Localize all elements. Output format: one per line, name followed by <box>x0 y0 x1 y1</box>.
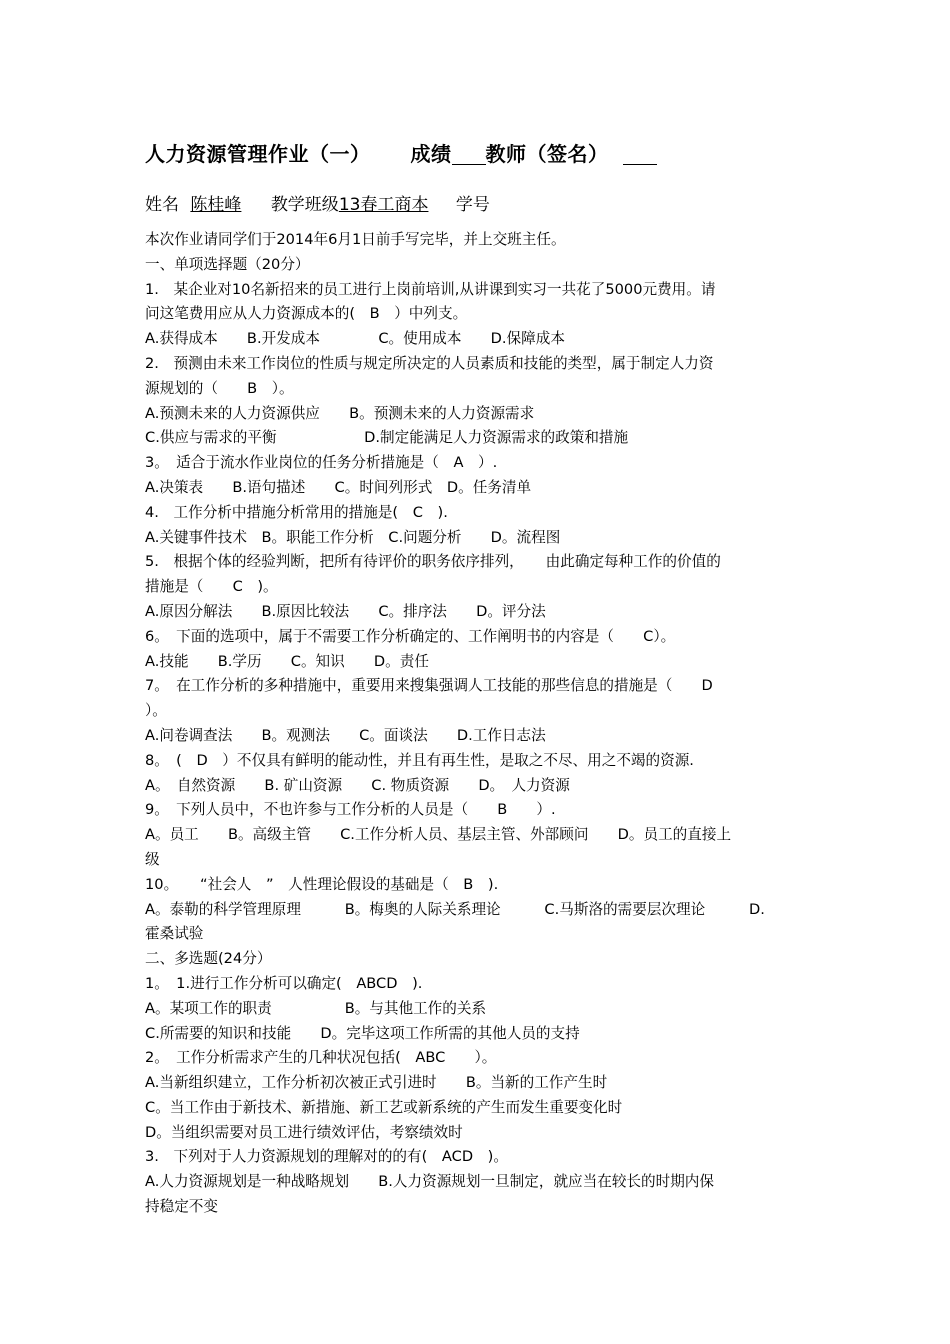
options-line: A.关键事件技术 B。职能工作分析 C.问题分析 D。流程图 <box>145 528 561 546</box>
options-line: 级 <box>145 850 160 868</box>
question-line: 3. 下列对于人力资源规划的理解对的的有( ACD )。 <box>145 1148 508 1166</box>
name-label: 姓名 <box>145 195 179 215</box>
student-id-label: 学号 <box>455 195 490 215</box>
section-heading: 二、多选题(24分） <box>145 950 272 968</box>
options-line: A.原因分解法 B.原因比较法 C。排序法 D。评分法 <box>145 602 546 620</box>
question-line: 8。 ( D ）不仅具有鲜明的能动性，并且有再生性，是取之不尽、用之不竭的资源. <box>145 751 694 769</box>
class-value: 13春工商本 <box>338 195 429 215</box>
question-line: ）。 <box>145 702 167 720</box>
score-label: 成绩 <box>410 142 452 166</box>
options-line: A.技能 B.学历 C。知识 D。责任 <box>145 652 429 670</box>
question-line: 1. 某企业对10名新招来的员工进行上岗前培训,从讲课到实习一共花了5000元费用。请 <box>145 280 716 298</box>
options-line: C.供应与需求的平衡 D.制定能满足人力资源需求的政策和措施 <box>145 429 629 447</box>
question-line: 5. 根据个体的经验判断，把所有待评价的职务依序排列， 由此确定每种工作的价值的 <box>145 553 721 571</box>
student-info-line <box>145 190 490 215</box>
options-line: 霍桑试验 <box>145 925 204 943</box>
score-blank <box>452 146 486 165</box>
options-line: A。 自然资源 B. 矿山资源 C. 物质资源 D。 人力资源 <box>145 776 570 794</box>
document-title: 人力资源管理作业（一） <box>145 142 371 166</box>
document-title-line <box>145 138 657 167</box>
options-line: A.决策表 B.语句描述 C。时间列形式 D。任务清单 <box>145 478 532 496</box>
options-line: A.人力资源规划是一种战略规划 B.人力资源规划一旦制定，就应当在较长的时期内保 <box>145 1173 714 1191</box>
options-line: A.问卷调查法 B。观测法 C。面谈法 D.工作日志法 <box>145 726 546 744</box>
teacher-signature-blank <box>623 146 657 165</box>
options-line: A。员工 B。高级主管 C.工作分析人员、基层主管、外部顾问 D。员工的直接上 <box>145 826 732 844</box>
options-line: A.当新组织建立，工作分析初次被正式引进时 B。当新的工作产生时 <box>145 1074 608 1092</box>
options-line: 持稳定不变 <box>145 1198 218 1216</box>
question-line: 7。 在工作分析的多种措施中，重要用来搜集强调人工技能的那些信息的措施是（ D <box>145 677 713 695</box>
question-line: 10。 “社会人 ” 人性理论假设的基础是（ B ). <box>145 875 499 893</box>
options-line: A.预测未来的人力资源供应 B。预测未来的人力资源需求 <box>145 404 535 422</box>
options-line: A。泰勒的科学管理原理 B。梅奥的人际关系理论 C.马斯洛的需要层次理论 D. <box>145 900 765 918</box>
assignment-body <box>145 228 810 1220</box>
question-line: 9。 下列人员中，不也许参与工作分析的人员是（ B ）. <box>145 801 556 819</box>
question-line: 问这笔费用应从人力资源成本的( B ）中列支。 <box>145 305 468 323</box>
options-line: C。当工作由于新技术、新措施、新工艺或新系统的产生而发生重要变化时 <box>145 1098 623 1116</box>
question-line: 4. 工作分析中措施分析常用的措施是( C ). <box>145 503 448 521</box>
teacher-signature-label: 教师（签名） <box>485 142 609 166</box>
question-line: 措施是（ C )。 <box>145 578 278 596</box>
question-line: 源规划的（ B ）。 <box>145 379 294 397</box>
question-line: 3。 适合于流水作业岗位的任务分析措施是（ A ）. <box>145 454 498 472</box>
options-line: D。当组织需要对员工进行绩效评估，考察绩效时 <box>145 1123 463 1141</box>
name-value: 陈桂峰 <box>190 195 242 215</box>
question-line: 2。 工作分析需求产生的几种状况包括( ABC ）。 <box>145 1049 497 1067</box>
options-line: A.获得成本 B.开发成本 C。使用成本 D.保障成本 <box>145 330 565 348</box>
question-line: 1。 1.进行工作分析可以确定( ABCD ). <box>145 974 423 992</box>
question-line: 2. 预测由未来工作岗位的性质与规定所决定的人员素质和技能的类型，属于制定人力资 <box>145 354 714 372</box>
text-line: 本次作业请同学们于2014年6月1日前手写完毕，并上交班主任。 <box>145 231 566 248</box>
class-label: 教学班级 <box>270 195 339 215</box>
options-line: A。某项工作的职责 B。与其他工作的关系 <box>145 999 487 1017</box>
options-line: C.所需要的知识和技能 D。完毕这项工作所需的其他人员的支持 <box>145 1024 580 1042</box>
section-heading: 一、单项选择题（20分） <box>145 255 310 273</box>
question-line: 6。 下面的选项中，属于不需要工作分析确定的、工作阐明书的内容是（ C）。 <box>145 627 676 645</box>
